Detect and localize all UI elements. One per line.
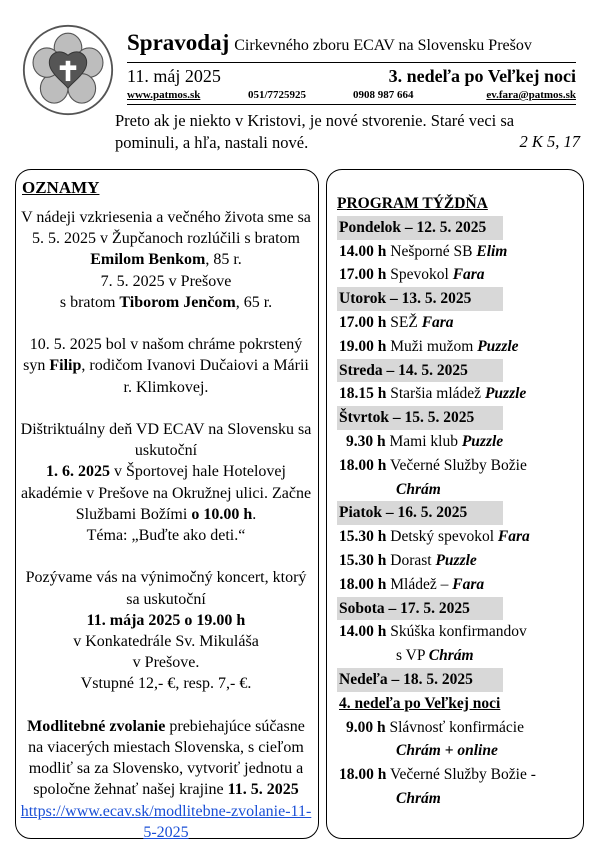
event-date: 11. 5. 2025: [227, 781, 299, 799]
program-day-header: Streda – 14. 5. 2025: [337, 359, 503, 383]
event-place: Puzzle: [477, 337, 519, 355]
newsletter-title: Spravodaj: [127, 30, 230, 55]
program-event: [337, 454, 527, 478]
event-time: 19.00 h: [339, 337, 387, 355]
announcement-text: v Konkatedrále Sv. Mikuláša: [73, 633, 259, 651]
announcement-text: Pozývame vás na výnimočný koncert, ktorý sa uskutoční: [25, 569, 307, 608]
announcement-text: 10. 5. 2025 bol v našom chráme pokrstený syn: [23, 336, 303, 375]
event-title: Staršia mládež: [386, 385, 485, 403]
event-title: Detský spevokol: [386, 528, 498, 546]
program-event: [337, 573, 503, 597]
program-event: [337, 549, 503, 573]
announcement-concert: [20, 567, 312, 694]
issue-date: 11. máj 2025: [127, 66, 221, 86]
luther-rose-logo: [22, 24, 114, 116]
ticket-price: Vstupné 12,- €, resp. 7,- €.: [80, 675, 252, 693]
program-event: [337, 263, 503, 287]
announcement-text: prebiehajúce súčasne na viacerých miestach Slovenska, s cieľom modliť sa za Slovensko, vytvoriť jednotu a spoločne žehnať našej krajine: [28, 717, 305, 799]
announcement-text: 7. 5. 2025 v Prešove: [100, 272, 232, 290]
masthead: [127, 30, 532, 56]
event-place: Chrám: [396, 480, 441, 498]
website-link[interactable]: www.patmos.sk: [127, 89, 201, 101]
event-place: Fara: [421, 313, 454, 331]
event-time: 18.15 h: [339, 385, 387, 403]
event-place: Chrám: [428, 647, 474, 665]
announcement-text: , rodičom Ivanovi Dučaiovi a Márii r. Klimkovej.: [81, 357, 309, 396]
announcement-funeral: [20, 207, 312, 313]
event-title: Dorast: [386, 551, 436, 569]
event-time: 18.00 h: [339, 575, 387, 593]
event-place: Fara: [452, 266, 485, 284]
newsletter-subtitle: Cirkevného zboru ECAV na Slovensku Prešov: [234, 37, 532, 54]
event-place: Puzzle: [435, 551, 477, 569]
event-name: Modlitebné zvolanie: [27, 717, 166, 735]
event-theme: Téma: „Buďte ako deti.“: [86, 527, 246, 545]
event-time: 18.00 h: [339, 766, 387, 784]
event-date: 1. 6. 2025: [46, 463, 111, 481]
event-place: Puzzle: [484, 385, 527, 403]
event-datetime: 11. mája 2025 o 19.00 h: [86, 611, 246, 629]
program-event-continued: [337, 644, 503, 668]
phone-number-1: 051/7725925: [248, 89, 307, 101]
liturgical-sunday: 3. nedeľa po Veľkej noci: [388, 66, 576, 86]
event-place: Chrám + online: [396, 742, 498, 760]
event-title: SEŽ: [386, 313, 422, 331]
event-title: Mládež –: [386, 575, 453, 593]
program-day-header: Pondelok – 12. 5. 2025: [337, 216, 503, 240]
program-day-header: Štvrtok – 15. 5. 2025: [337, 406, 503, 430]
bible-verse: Preto ak je niekto v Kristovi, je nové stvorenie. Staré veci sa pominuli, a hľa, nastali nové.: [115, 111, 515, 152]
program-day-header: Sobota – 17. 5. 2025: [337, 597, 503, 621]
announcement-text: Dištriktuálny deň VD ECAV na Slovensku sa uskutoční: [20, 421, 312, 460]
phone-number-2: 0908 987 664: [353, 89, 414, 101]
event-title: Večerné Služby Božie -: [386, 766, 536, 784]
program-event: [337, 240, 508, 264]
event-time: 17.00 h: [339, 313, 387, 331]
program-event: [337, 430, 503, 454]
event-title: Skúška konfirmandov: [386, 623, 527, 641]
program-day-header: Utorok – 13. 5. 2025: [337, 287, 503, 311]
announcement-text: v Prešove.: [132, 654, 200, 672]
announcement-text: , 85 r.: [205, 251, 242, 269]
event-title: Večerné Služby Božie: [386, 456, 527, 474]
event-time: 18.00 h: [339, 456, 387, 474]
announcements-title: OZNAMY: [22, 178, 100, 197]
program-title: PROGRAM TÝŽDŇA: [337, 195, 488, 212]
event-title: Nešporné SB: [386, 242, 477, 260]
email-address[interactable]: ev.fara@patmos.sk: [486, 89, 576, 101]
event-place: Chrám: [396, 789, 441, 807]
event-title: s VP: [396, 647, 429, 665]
event-place: Puzzle: [461, 432, 504, 450]
announcement-baptism: [20, 334, 312, 398]
baptized-name: Filip: [49, 357, 82, 375]
announcement-text: v Športovej hale Hotelovej akadémie v Prešove na Okružnej ulici. Začne Službami Božími: [20, 463, 312, 523]
program-event: [337, 382, 527, 406]
event-time: 14.00 h: [339, 242, 387, 260]
prayer-link[interactable]: https://www.ecav.sk/modlitebne-zvolanie-11-5-2025: [20, 802, 312, 841]
event-time: 15.30 h: [339, 551, 387, 569]
program-event-continued: [337, 739, 503, 763]
program-event: [337, 525, 530, 549]
event-time: 9.00 h: [346, 718, 386, 736]
announcement-text: V nádeji vzkriesenia a večného života sme sa 5. 5. 2025 v Župčanoch rozlúčili s bratom: [21, 209, 311, 248]
program-event: [337, 311, 503, 335]
event-place: Fara: [497, 528, 530, 546]
event-title: Muži mužom: [386, 337, 478, 355]
event-time: o 10.00 h: [191, 505, 253, 523]
program-day-header: Piatok – 16. 5. 2025: [337, 501, 503, 525]
program-event: [337, 620, 527, 644]
deceased-name: Emilom Benkom: [90, 251, 206, 269]
program-event: [337, 763, 536, 787]
verse-reference: 2 K 5, 17: [519, 132, 580, 151]
event-time: 14.00 h: [339, 623, 387, 641]
event-time: 9.30 h: [346, 432, 386, 450]
announcement-text: , 65 r.: [235, 293, 273, 311]
header-rule-top: [127, 62, 576, 63]
header-rule-bottom: [127, 104, 576, 105]
announcement-prayer: [20, 716, 312, 843]
announcement-text: .: [252, 505, 257, 523]
announcement-text: s bratom: [59, 293, 120, 311]
event-time: 15.30 h: [339, 528, 387, 546]
program-day-header: Nedeľa – 18. 5. 2025: [337, 668, 503, 692]
event-title: Mami klub: [385, 432, 462, 450]
event-place: Fara: [452, 575, 485, 593]
announcement-district-day: [20, 419, 312, 546]
event-place: Elim: [476, 242, 508, 260]
next-sunday-title: 4. nedeľa po Veľkej noci: [339, 694, 501, 712]
event-title: Slávnosť konfirmácie: [385, 718, 524, 736]
program-event-continued: [337, 787, 503, 811]
program-event: [337, 716, 524, 740]
event-title: Spevokol: [386, 266, 453, 284]
announcements-list: [20, 207, 312, 843]
program-event: [337, 335, 519, 359]
deceased-name: Tiborom Jenčom: [119, 293, 236, 311]
event-time: 17.00 h: [339, 266, 387, 284]
program-event-continued: [337, 478, 503, 502]
weekly-program: [337, 192, 536, 811]
